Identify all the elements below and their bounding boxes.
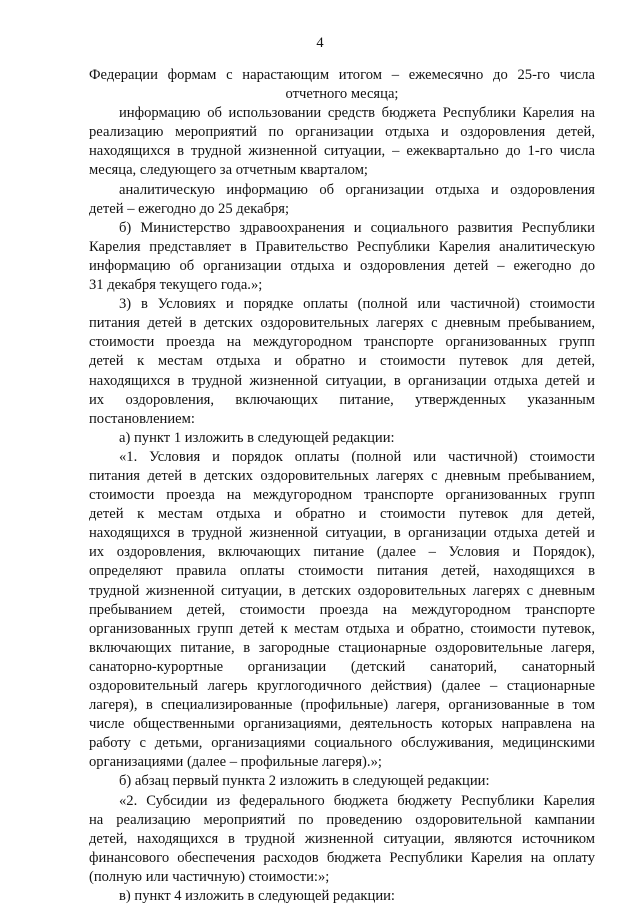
- text-line: питания детей в детских оздоровительных лагерях с дневным пребыванием,: [89, 315, 595, 332]
- text-line: оздоровительный лагерь круглогодичного действия) (далее – стационарные: [89, 678, 595, 694]
- text-line: «2. Субсидии из федерального бюджета бюджету Республики Карелия: [119, 792, 595, 809]
- text-line: б) Министерство здравоохранения и социального развития Республики: [119, 219, 595, 236]
- text-line: информацию об использовании средств бюджета Республики Карелия на: [119, 105, 595, 122]
- text-line: финансового обеспечения расходов бюджета Республики Карелия на оплату: [89, 849, 595, 866]
- text-line: информацию об организации отдыха и оздоровления детей – ежегодно до: [89, 257, 595, 274]
- text-line: находящихся в трудной жизненной ситуации, в организации отдыха детей и: [89, 372, 595, 389]
- text-line: их оздоровления, включающих питание, утвержденных указанным: [89, 391, 595, 408]
- text-line: постановлением:: [89, 410, 195, 427]
- text-line: месяца, следующего за отчетным кварталом;: [89, 162, 368, 179]
- text-line: трудной жизненной ситуации, в детских оздоровительных лагерях с дневным: [89, 582, 595, 599]
- text-line: реализацию мероприятий по организации отдыха и оздоровления детей,: [89, 124, 595, 141]
- text-line: находящихся в трудной жизненной ситуации, – ежеквартально до 1-го числа: [89, 143, 595, 160]
- text-line: находящихся в трудной жизненной ситуации, в организации отдыха детей и: [89, 525, 595, 542]
- text-line: детей – ежегодно до 25 декабря;: [89, 200, 290, 217]
- text-line: пребыванием детей, стоимости проезда на междугородном транспорте: [89, 601, 595, 618]
- text-line: Карелия представляет в Правительство Республики Карелия аналитическую: [89, 238, 595, 255]
- text-line: 31 декабря текущего года.»;: [89, 277, 263, 294]
- text-line: работу с детьми, организациями социального обслуживания, медицинскими: [89, 735, 595, 752]
- text-line: в) пункт 4 изложить в следующей редакции:: [119, 888, 395, 905]
- text-line: санаторно-курортные организации (детский санаторий, санаторный: [89, 658, 595, 675]
- text-line: организованных групп детей к местам отдыха и обратно, стоимости путевок,: [89, 620, 595, 637]
- document-body: [89, 66, 595, 906]
- text-line: детей к местам отдыха и обратно и стоимости путевок для детей,: [89, 353, 595, 370]
- text-line: а) пункт 1 изложить в следующей редакции:: [119, 429, 395, 446]
- text-line: их оздоровления, включающих питание (далее – Условия и Порядок),: [89, 544, 595, 561]
- text-line: Федерации формам с нарастающим итогом – ежемесячно до 25-го числа: [89, 67, 595, 83]
- text-line: аналитическую информацию об организации отдыха и оздоровления: [119, 181, 595, 198]
- text-line: лагеря), в специализированные (профильные) лагеря, организованные в том: [89, 697, 595, 714]
- text-line: стоимости проезда на междугородном транспорте организованных групп: [89, 334, 595, 351]
- page-number: 4: [316, 35, 324, 51]
- text-line: на реализацию мероприятий по проведению оздоровительной кампании: [89, 811, 595, 828]
- text-line: питания детей в детских оздоровительных лагерях с дневным пребыванием,: [89, 467, 595, 484]
- text-line: определяют правила оплаты стоимости питания детей, находящихся в: [89, 563, 595, 580]
- text-line: стоимости проезда на междугородном транспорте организованных групп: [89, 487, 595, 504]
- text-line: (полную или частичную) стоимости:»;: [89, 868, 330, 885]
- text-line: организациями (далее – профильные лагеря).»;: [89, 754, 382, 771]
- text-line: числе общественными организациями, деятельность которых направлена на: [89, 716, 595, 733]
- text-line: детей к местам отдыха и обратно и стоимости путевок для детей,: [89, 506, 595, 523]
- text-line: детей, находящихся в трудной жизненной ситуации, являются источником: [89, 830, 595, 847]
- text-line: 3) в Условиях и порядке оплаты (полной или частичной) стоимости: [119, 296, 595, 313]
- text-line: б) абзац первый пункта 2 изложить в следующей редакции:: [119, 773, 490, 790]
- text-line: включающих питание, в загородные стационарные оздоровительные лагеря,: [89, 639, 595, 656]
- text-line: отчетного месяца;: [285, 86, 399, 103]
- text-line: «1. Условия и порядок оплаты (полной или частичной) стоимости: [119, 448, 595, 465]
